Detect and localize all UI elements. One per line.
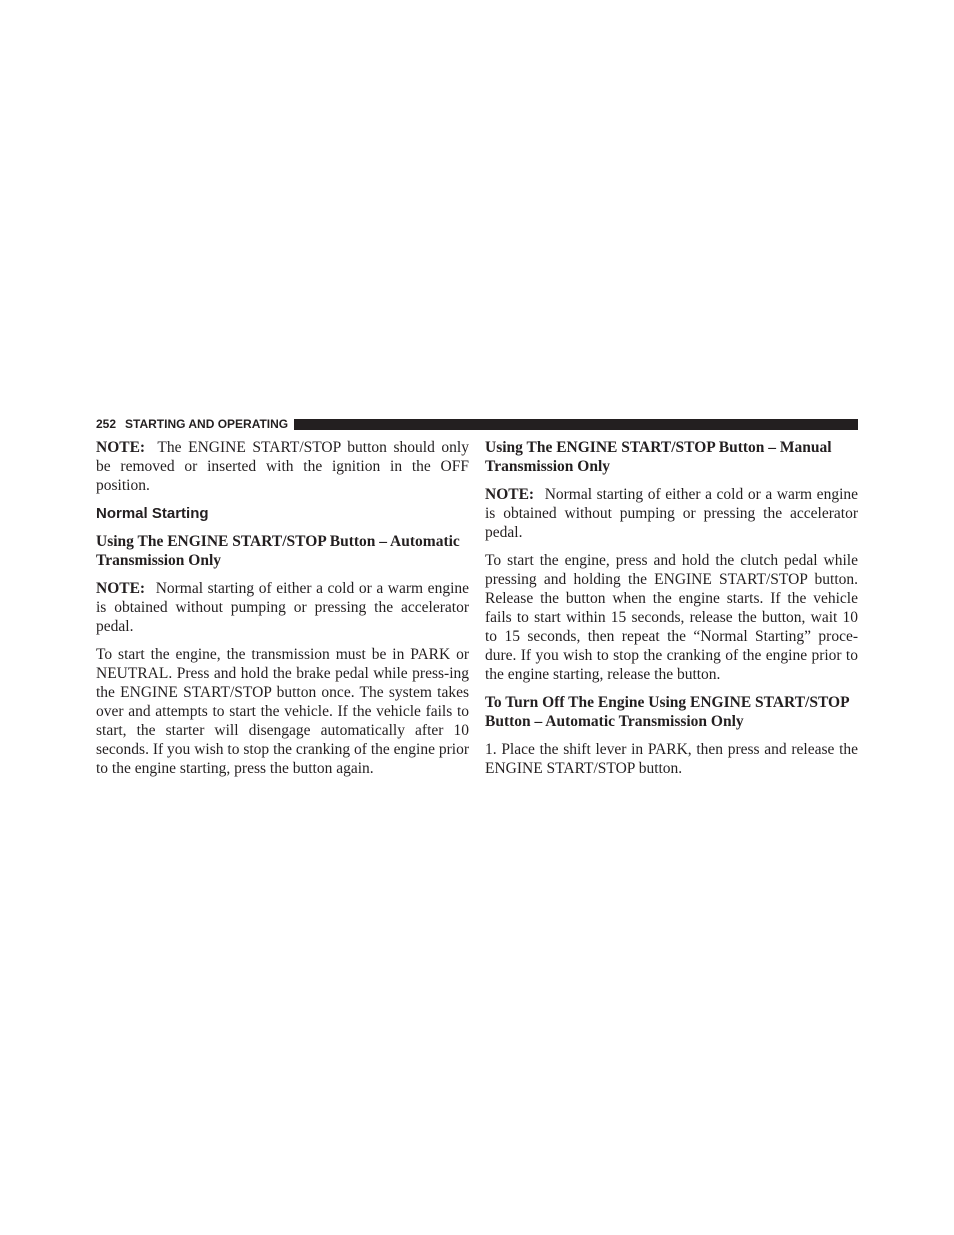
left-column: [96, 438, 469, 787]
page-header: [96, 417, 858, 432]
note-paragraph: [485, 485, 858, 542]
header-rule: [294, 419, 858, 430]
note-paragraph: [96, 438, 469, 495]
step-1: 1. Place the shift lever in PARK, then press and release the ENGINE START/STOP button.: [485, 741, 858, 777]
right-column: [485, 438, 858, 787]
normal-starting-heading: Normal Starting: [96, 505, 209, 522]
note-label: NOTE:: [96, 439, 146, 456]
automatic-start-paragraph: To start the engine, the transmission must be in PARK or NEUTRAL. Press and hold the brake pedal while press-ing the ENGINE START/STOP button once. The system takes over and attempts to start the vehicle. If the vehicle fails to start, the starter will disengage automatically after 10 seconds. If you wish to stop the cranking of the engine prior to the engine starting, press the button again.: [96, 646, 469, 777]
automatic-transmission-heading: Using The ENGINE START/STOP Button – Automatic Transmission Only: [96, 533, 460, 569]
manual-transmission-heading: Using The ENGINE START/STOP Button – Manual Transmission Only: [485, 439, 832, 475]
note-paragraph: [96, 579, 469, 636]
note-text: Normal starting of either a cold or a warm engine is obtained without pumping or pressing the accelerator pedal.: [96, 580, 470, 635]
manual-start-paragraph: To start the engine, press and hold the clutch pedal while pressing and holding the ENGINE START/STOP button. Release the button when the engine starts. If the vehicle fails to start within 15 seconds, release the button, wait 10 to 15 seconds, then repeat the “Normal Starting” proce-dure. If you wish to stop the cranking of the engine prior to the engine starting, release the button.: [485, 552, 858, 683]
turn-off-engine-heading: To Turn Off The Engine Using ENGINE START/STOP Button – Automatic Transmission Only: [485, 694, 849, 730]
note-text: The ENGINE START/STOP button should only be removed or inserted with the ignition in the OFF position.: [96, 439, 469, 494]
section-title: STARTING AND OPERATING: [125, 417, 289, 431]
note-label: NOTE:: [485, 486, 535, 503]
note-label: NOTE:: [96, 580, 146, 597]
page-number: 252: [96, 417, 117, 431]
note-text: Normal starting of either a cold or a warm engine is obtained without pumping or pressing the accelerator pedal.: [485, 486, 859, 541]
